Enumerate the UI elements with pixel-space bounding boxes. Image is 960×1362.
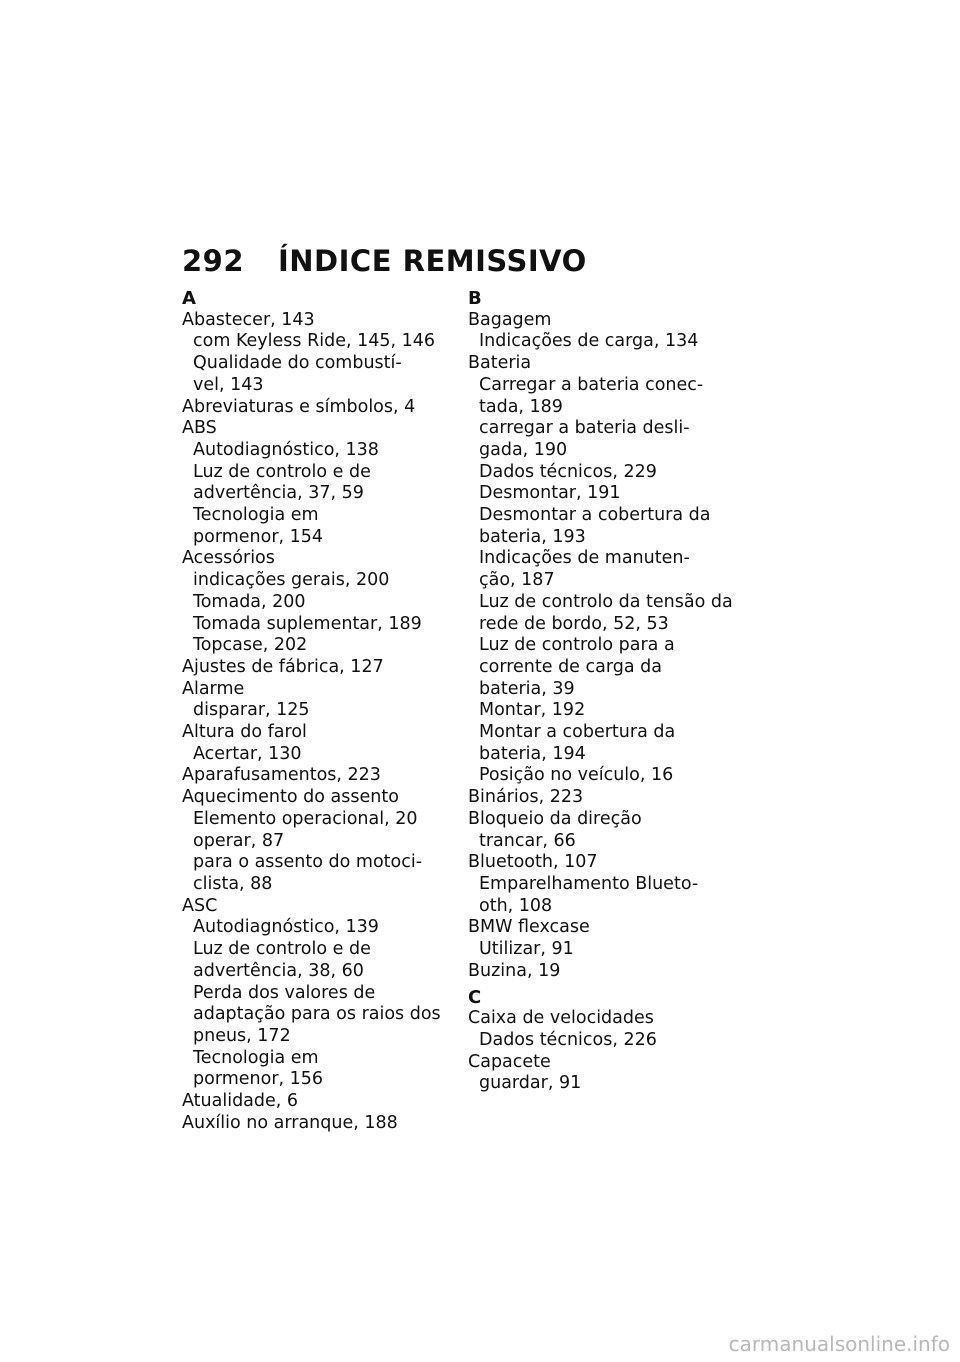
index-entry: Aparafusamentos, 223 xyxy=(182,765,381,786)
index-subentry: Tomada, 200 xyxy=(193,591,306,612)
index-subentry: Perda dos valores de xyxy=(193,982,376,1003)
index-subentry: ção, 187 xyxy=(479,570,555,591)
index-subentry: para o assento do motoci- xyxy=(193,852,423,873)
index-entry: Bagagem xyxy=(468,309,552,330)
index-subentry: Qualidade do combustí- xyxy=(193,353,402,374)
index-subentry: bateria, 194 xyxy=(479,743,586,764)
index-entry: Capacete xyxy=(468,1051,551,1072)
index-entry: Atualidade, 6 xyxy=(182,1091,299,1112)
index-subentry: Utilizar, 91 xyxy=(479,939,574,960)
index-subentry: Dados técnicos, 229 xyxy=(479,461,657,482)
index-entry: BMW flexcase xyxy=(468,917,590,938)
page-number: 292 xyxy=(182,244,245,278)
index-subentry: Desmontar, 191 xyxy=(479,483,621,504)
index-subentry: carregar a bateria desli- xyxy=(479,418,690,439)
index-letter-heading: A xyxy=(182,288,196,309)
index-subentry: pneus, 172 xyxy=(193,1025,291,1046)
index-subentry: pormenor, 154 xyxy=(193,526,324,547)
index-subentry: bateria, 39 xyxy=(479,678,575,699)
index-subentry: com Keyless Ride, 145, 146 xyxy=(193,331,436,352)
index-subentry: Luz de controlo e de xyxy=(193,461,371,482)
index-subentry: indicações gerais, 200 xyxy=(193,570,390,591)
index-entry: ABS xyxy=(182,418,217,439)
index-subentry: Posição no veículo, 16 xyxy=(479,765,674,786)
index-subentry: Desmontar a cobertura da xyxy=(479,505,711,526)
index-subentry: Dados técnicos, 226 xyxy=(479,1029,657,1050)
index-entry: ASC xyxy=(182,895,218,916)
index-letter-heading: B xyxy=(468,288,482,309)
index-subentry: Indicações de manuten- xyxy=(479,548,690,569)
index-subentry: bateria, 193 xyxy=(479,526,586,547)
index-subentry: Topcase, 202 xyxy=(193,635,308,656)
index-subentry: guardar, 91 xyxy=(479,1073,582,1094)
index-subentry: operar, 87 xyxy=(193,830,285,851)
index-entry: Alarme xyxy=(182,678,245,699)
page-header xyxy=(182,244,587,278)
index-subentry: Luz de controlo para a xyxy=(479,635,675,656)
index-entry: Auxílio no arranque, 188 xyxy=(182,1112,398,1133)
index-entry: Abreviaturas e símbolos, 4 xyxy=(182,396,416,417)
index-subentry: oth, 108 xyxy=(479,895,553,916)
index-entry: Ajustes de fábrica, 127 xyxy=(182,656,384,677)
index-subentry: Acertar, 130 xyxy=(193,743,302,764)
index-letter-heading: C xyxy=(468,986,482,1008)
index-subentry: Tomada suplementar, 189 xyxy=(193,613,422,634)
index-subentry: Montar a cobertura da xyxy=(479,722,676,743)
watermark: carmanualsonline.info xyxy=(728,1332,950,1356)
index-entry: Bateria xyxy=(468,353,532,374)
index-entry: Altura do farol xyxy=(182,722,307,743)
index-subentry: Autodiagnóstico, 138 xyxy=(193,439,379,460)
index-subentry: tada, 189 xyxy=(479,396,563,417)
index-column-left xyxy=(182,288,452,1134)
index-subentry: Elemento operacional, 20 xyxy=(193,808,418,829)
index-subentry: Carregar a bateria conec- xyxy=(479,374,704,395)
index-subentry: Luz de controlo da tensão da xyxy=(479,591,733,612)
index-subentry: corrente de carga da xyxy=(479,656,662,677)
index-subentry: Tecnologia em xyxy=(193,505,319,526)
index-subentry: advertência, 37, 59 xyxy=(193,483,364,504)
index-entry: Caixa de velocidades xyxy=(468,1008,654,1029)
index-subentry: Emparelhamento Blueto- xyxy=(479,873,699,894)
index-subentry: vel, 143 xyxy=(193,374,264,395)
index-subentry: advertência, 38, 60 xyxy=(193,960,364,981)
index-subentry: Tecnologia em xyxy=(193,1047,319,1068)
index-subentry: rede de bordo, 52, 53 xyxy=(479,613,669,634)
index-entry: Buzina, 19 xyxy=(468,960,561,981)
index-subentry: clista, 88 xyxy=(193,873,273,894)
index-subentry: disparar, 125 xyxy=(193,700,310,721)
index-subentry: pormenor, 156 xyxy=(193,1069,324,1090)
index-entry: Bloqueio da direção xyxy=(468,808,642,829)
index-subentry: gada, 190 xyxy=(479,439,568,460)
index-entry: Abastecer, 143 xyxy=(182,309,315,330)
index-subentry: Luz de controlo e de xyxy=(193,939,371,960)
index-entry: Aquecimento do assento xyxy=(182,787,399,808)
index-entry: Acessórios xyxy=(182,548,275,569)
index-subentry: adaptação para os raios dos xyxy=(193,1004,441,1025)
index-entry: Bluetooth, 107 xyxy=(468,852,598,873)
index-column-right xyxy=(468,288,738,1095)
index-subentry: Montar, 192 xyxy=(479,700,586,721)
index-subentry: trancar, 66 xyxy=(479,830,576,851)
page-title: ÍNDICE REMISSIVO xyxy=(278,244,587,278)
index-subentry: Autodiagnóstico, 139 xyxy=(193,917,379,938)
index-subentry: Indicações de carga, 134 xyxy=(479,331,699,352)
index-entry: Binários, 223 xyxy=(468,787,584,808)
